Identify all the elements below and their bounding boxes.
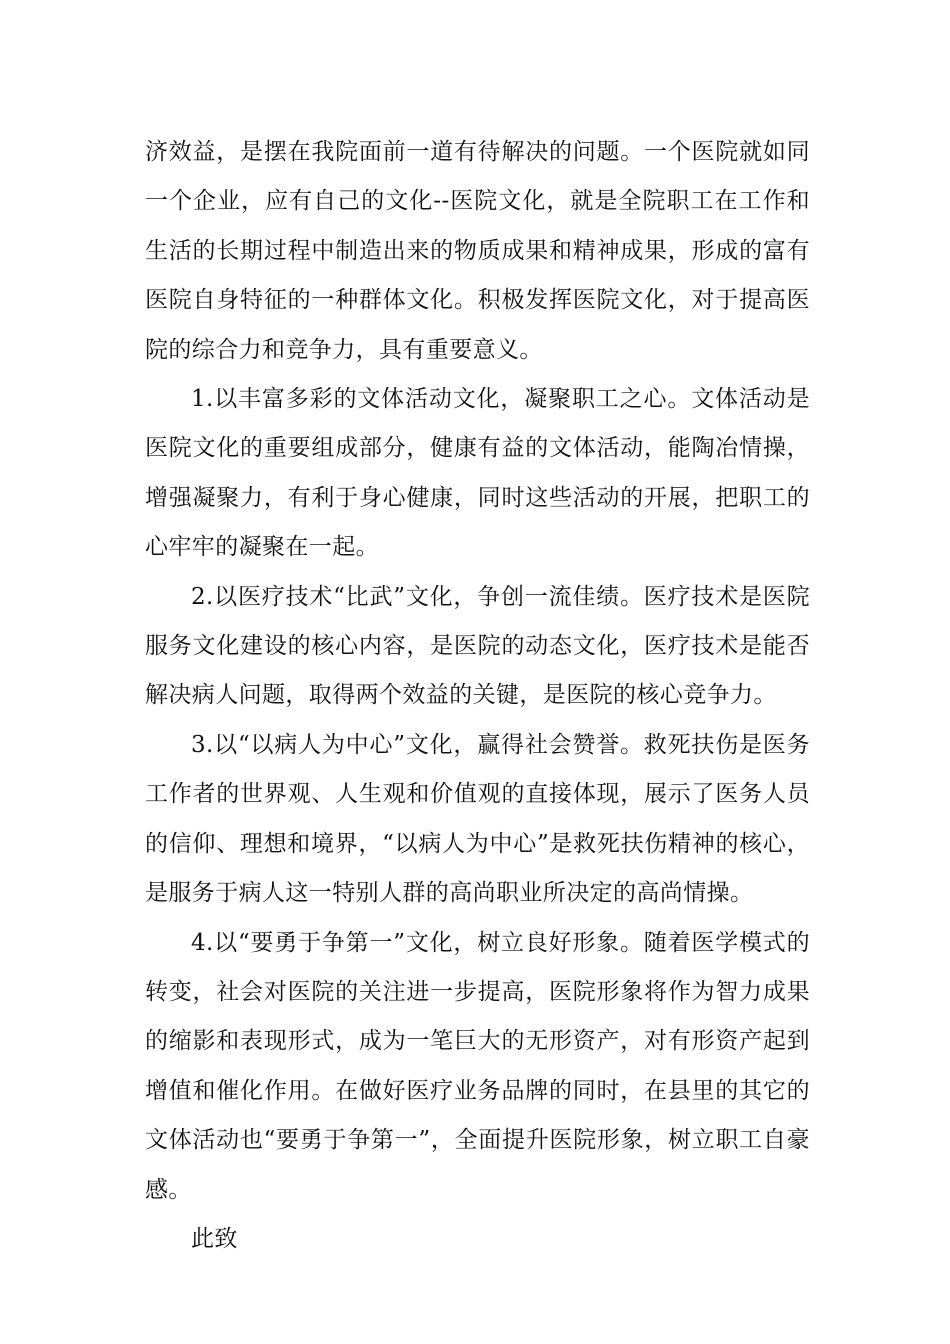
closing-salutation: 此致 (191, 1225, 238, 1252)
paragraph-item-2: 2.以医疗技术“比武”文化，争创一流佳绩。医疗技术是医院服务文化建设的核心内容，是医院的动态文化，医疗技术是能否解决病人问题，取得两个效益的关键，是医院的核心竞争力。 (145, 583, 810, 709)
paragraph-intro: 济效益，是摆在我院面前一道有待解决的问题。一个医院就如同一个企业，应有自己的文化--医院文化，就是全院职工在工作和生活的长期过程中制造出来的物质成果和精神成果，形成的富有医院自身特征的一种群体文化。积极发挥医院文化，对于提高医院的综合力和竞争力，具有重要意义。 (145, 139, 810, 363)
paragraph-item-3: 3.以“以病人为中心”文化，赢得社会赞誉。救死扶伤是医务工作者的世界观、人生观和价值观的直接体现，展示了医务人员的信仰、理想和境界，“以病人为中心”是救死扶伤精神的核心，是服务于病人这一特别人群的高尚职业所决定的高尚情操。 (145, 731, 810, 907)
paragraph-item-4: 4.以“要勇于争第一”文化，树立良好形象。随着医学模式的转变，社会对医院的关注进一步提高，医院形象将作为智力成果的缩影和表现形式，成为一笔巨大的无形资产，对有形资产起到增值和催化作用。在做好医疗业务品牌的同时，在县里的其它的文体活动也“要勇于争第一”，全面提升医院形象，树立职工自豪感。 (145, 929, 810, 1203)
paragraph-item-1: 1.以丰富多彩的文体活动文化，凝聚职工之心。文体活动是医院文化的重要组成部分，健康有益的文体活动，能陶冶情操，增强凝聚力，有利于身心健康，同时这些活动的开展，把职工的心牢牢的凝聚在一起。 (145, 386, 810, 561)
document-body (145, 128, 810, 1264)
